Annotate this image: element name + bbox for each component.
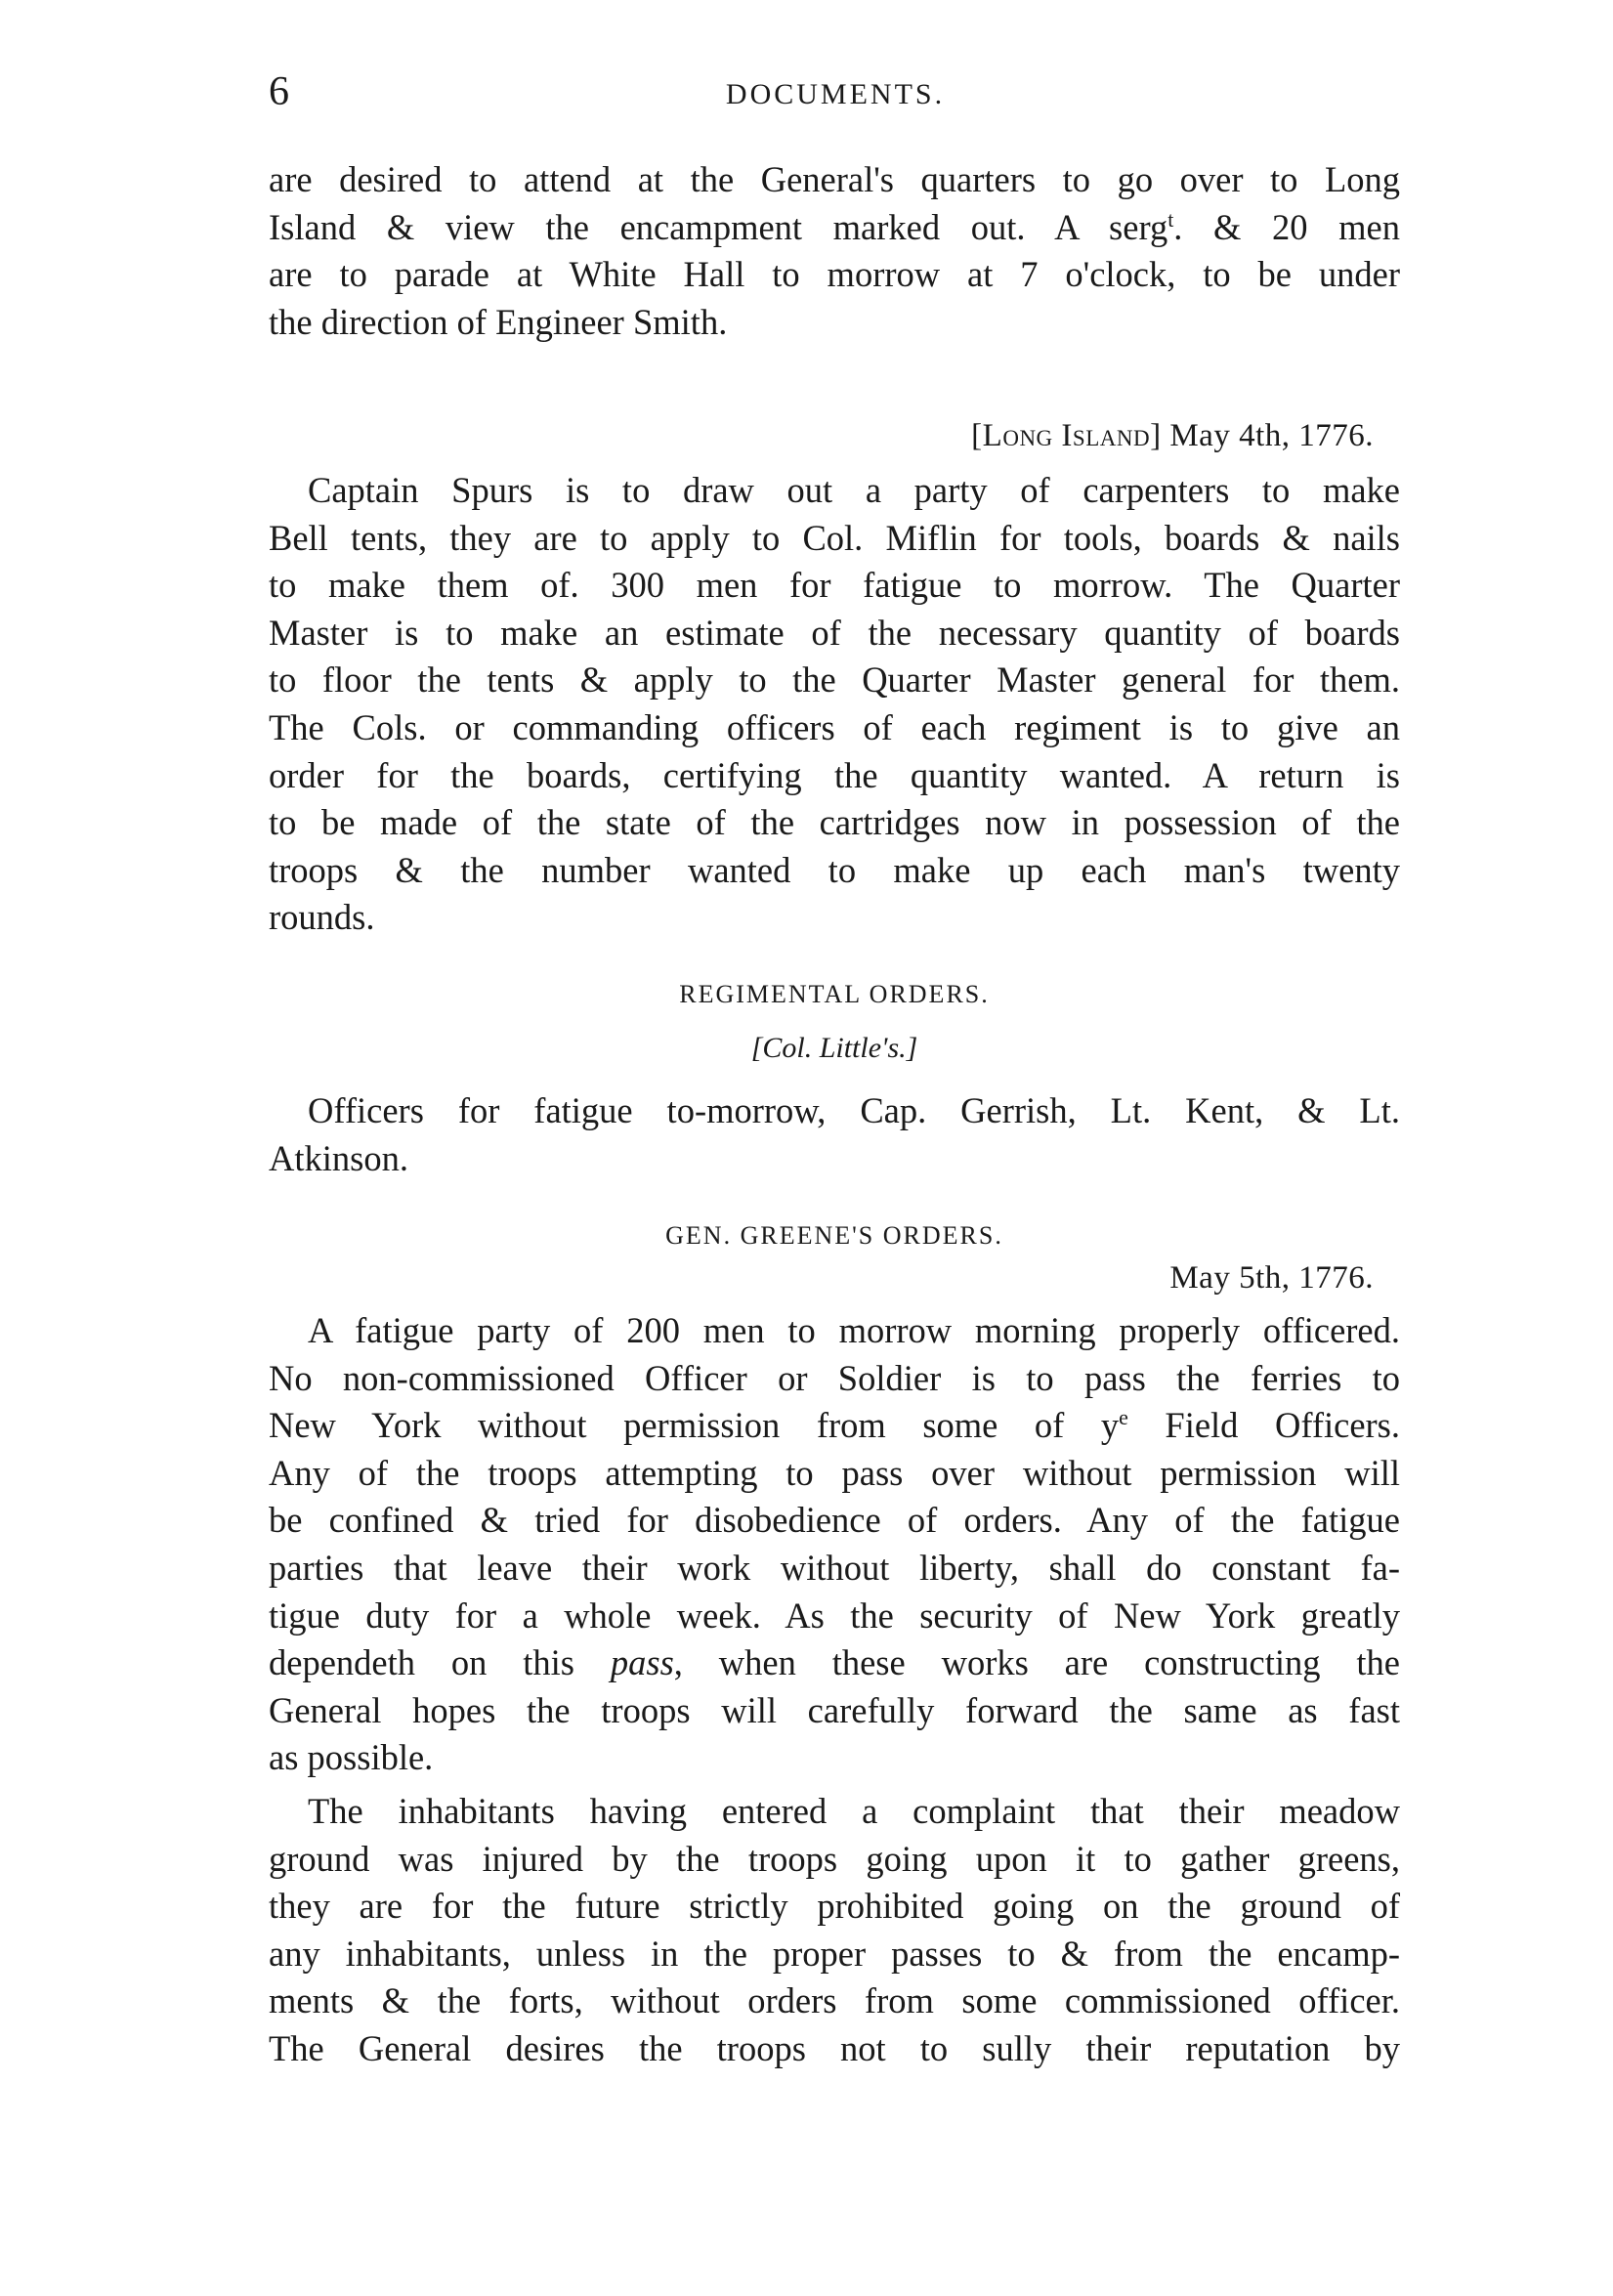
text-line: New York without permission from some of $y^e$ Field Officers.: [269, 1405, 1401, 1446]
text-line: tigue duty for a whole week. As the security of New York greatly: [269, 1594, 1400, 1636]
text-line: are desired to attend at the General's quarters to go over to Long: [269, 159, 1400, 199]
text-line: rounds.: [269, 897, 375, 938]
paragraph-carpenters: [269, 467, 1400, 942]
text-line: they are for the future strictly prohibited going on the ground of: [269, 1886, 1400, 1927]
text-line: General hopes the troops will carefully forward the same as fast: [269, 1689, 1400, 1730]
text-line: to be made of the state of the cartridges now in possession of the: [269, 802, 1400, 843]
text-line: ground was injured by the troops going upon it to gather greens,: [269, 1838, 1400, 1879]
page-header: [269, 68, 1402, 127]
regimental-orders-heading: REGIMENTAL ORDERS.: [679, 980, 990, 1008]
dateline-may-4: [Long Island] May 4th, 1776.: [971, 418, 1374, 453]
page-number: 6: [269, 69, 290, 114]
text-line: Bell tents, they are to apply to Col. Miflin for tools, boards & nails: [269, 517, 1400, 558]
running-head: DOCUMENTS.: [725, 78, 946, 110]
text-line: The Cols. or commanding officers of each regiment is to give an: [269, 706, 1400, 747]
text-line: The General desires the troops not to sully their reputation by: [269, 2027, 1400, 2068]
text-line: A fatigue party of 200 men to morrow morning properly officered.: [308, 1310, 1400, 1350]
text-line: be confined & tried for disobedience of orders. Any of the fatigue: [269, 1500, 1400, 1541]
text-line: Master is to make an estimate of the necessary quantity of boards: [269, 612, 1400, 653]
text-line: Island & view the encampment marked out. A serg$^t$. & 20 men: [269, 206, 1400, 247]
text-line: The inhabitants having entered a complaint that their meadow: [308, 1791, 1400, 1831]
greene-orders-heading: GEN. GREENE'S ORDERS.: [665, 1221, 1003, 1250]
text-line: Officers for fatigue to-morrow, Cap. Gerrish, Lt. Kent, & Lt.: [308, 1090, 1400, 1130]
text-line: dependeth on this pass, when these works are constructing the: [269, 1642, 1400, 1683]
text-line: Captain Spurs is to draw out a party of carpenters to make: [308, 470, 1400, 510]
text-line: are to parade at White Hall to morrow at 7 o'clock, to be under: [269, 254, 1400, 295]
text-line: ments & the forts, without orders from some commissioned officer.: [269, 1980, 1400, 2021]
paragraph-officers-fatigue: [269, 1087, 1400, 1182]
paragraph-inhabitants: [269, 1788, 1400, 2073]
dateline-place: Long Island: [982, 418, 1151, 453]
text-line: to make them of. 300 men for fatigue to morrow. The Quarter: [269, 565, 1400, 606]
text-line: order for the boards, certifying the quantity wanted. A return is: [269, 754, 1400, 795]
text-line: to floor the tents & apply to the Quarter Master general for them.: [269, 659, 1400, 701]
dateline-may-5: May 5th, 1776.: [1169, 1260, 1374, 1296]
text-line: as possible.: [269, 1737, 434, 1778]
text-line: Atkinson.: [269, 1137, 408, 1178]
text-line: any inhabitants, unless in the proper passes to & from the encamp-: [269, 1933, 1400, 1974]
text-line: parties that leave their work without liberty, shall do constant fa-: [269, 1547, 1400, 1588]
paragraph-continuation: [269, 156, 1400, 346]
text-line: No non-commissioned Officer or Soldier is to pass the ferries to: [269, 1357, 1400, 1398]
dateline-date: May 4th, 1776.: [1169, 418, 1374, 453]
text-line: Any of the troops attempting to pass over without permission will: [269, 1452, 1400, 1493]
text-line: the direction of Engineer Smith.: [269, 301, 728, 342]
regimental-orders-subheading: [Col. Little's.]: [750, 1032, 918, 1064]
paragraph-fatigue-party: [269, 1307, 1400, 1782]
text-line: troops & the number wanted to make up each man's twenty: [269, 849, 1400, 890]
